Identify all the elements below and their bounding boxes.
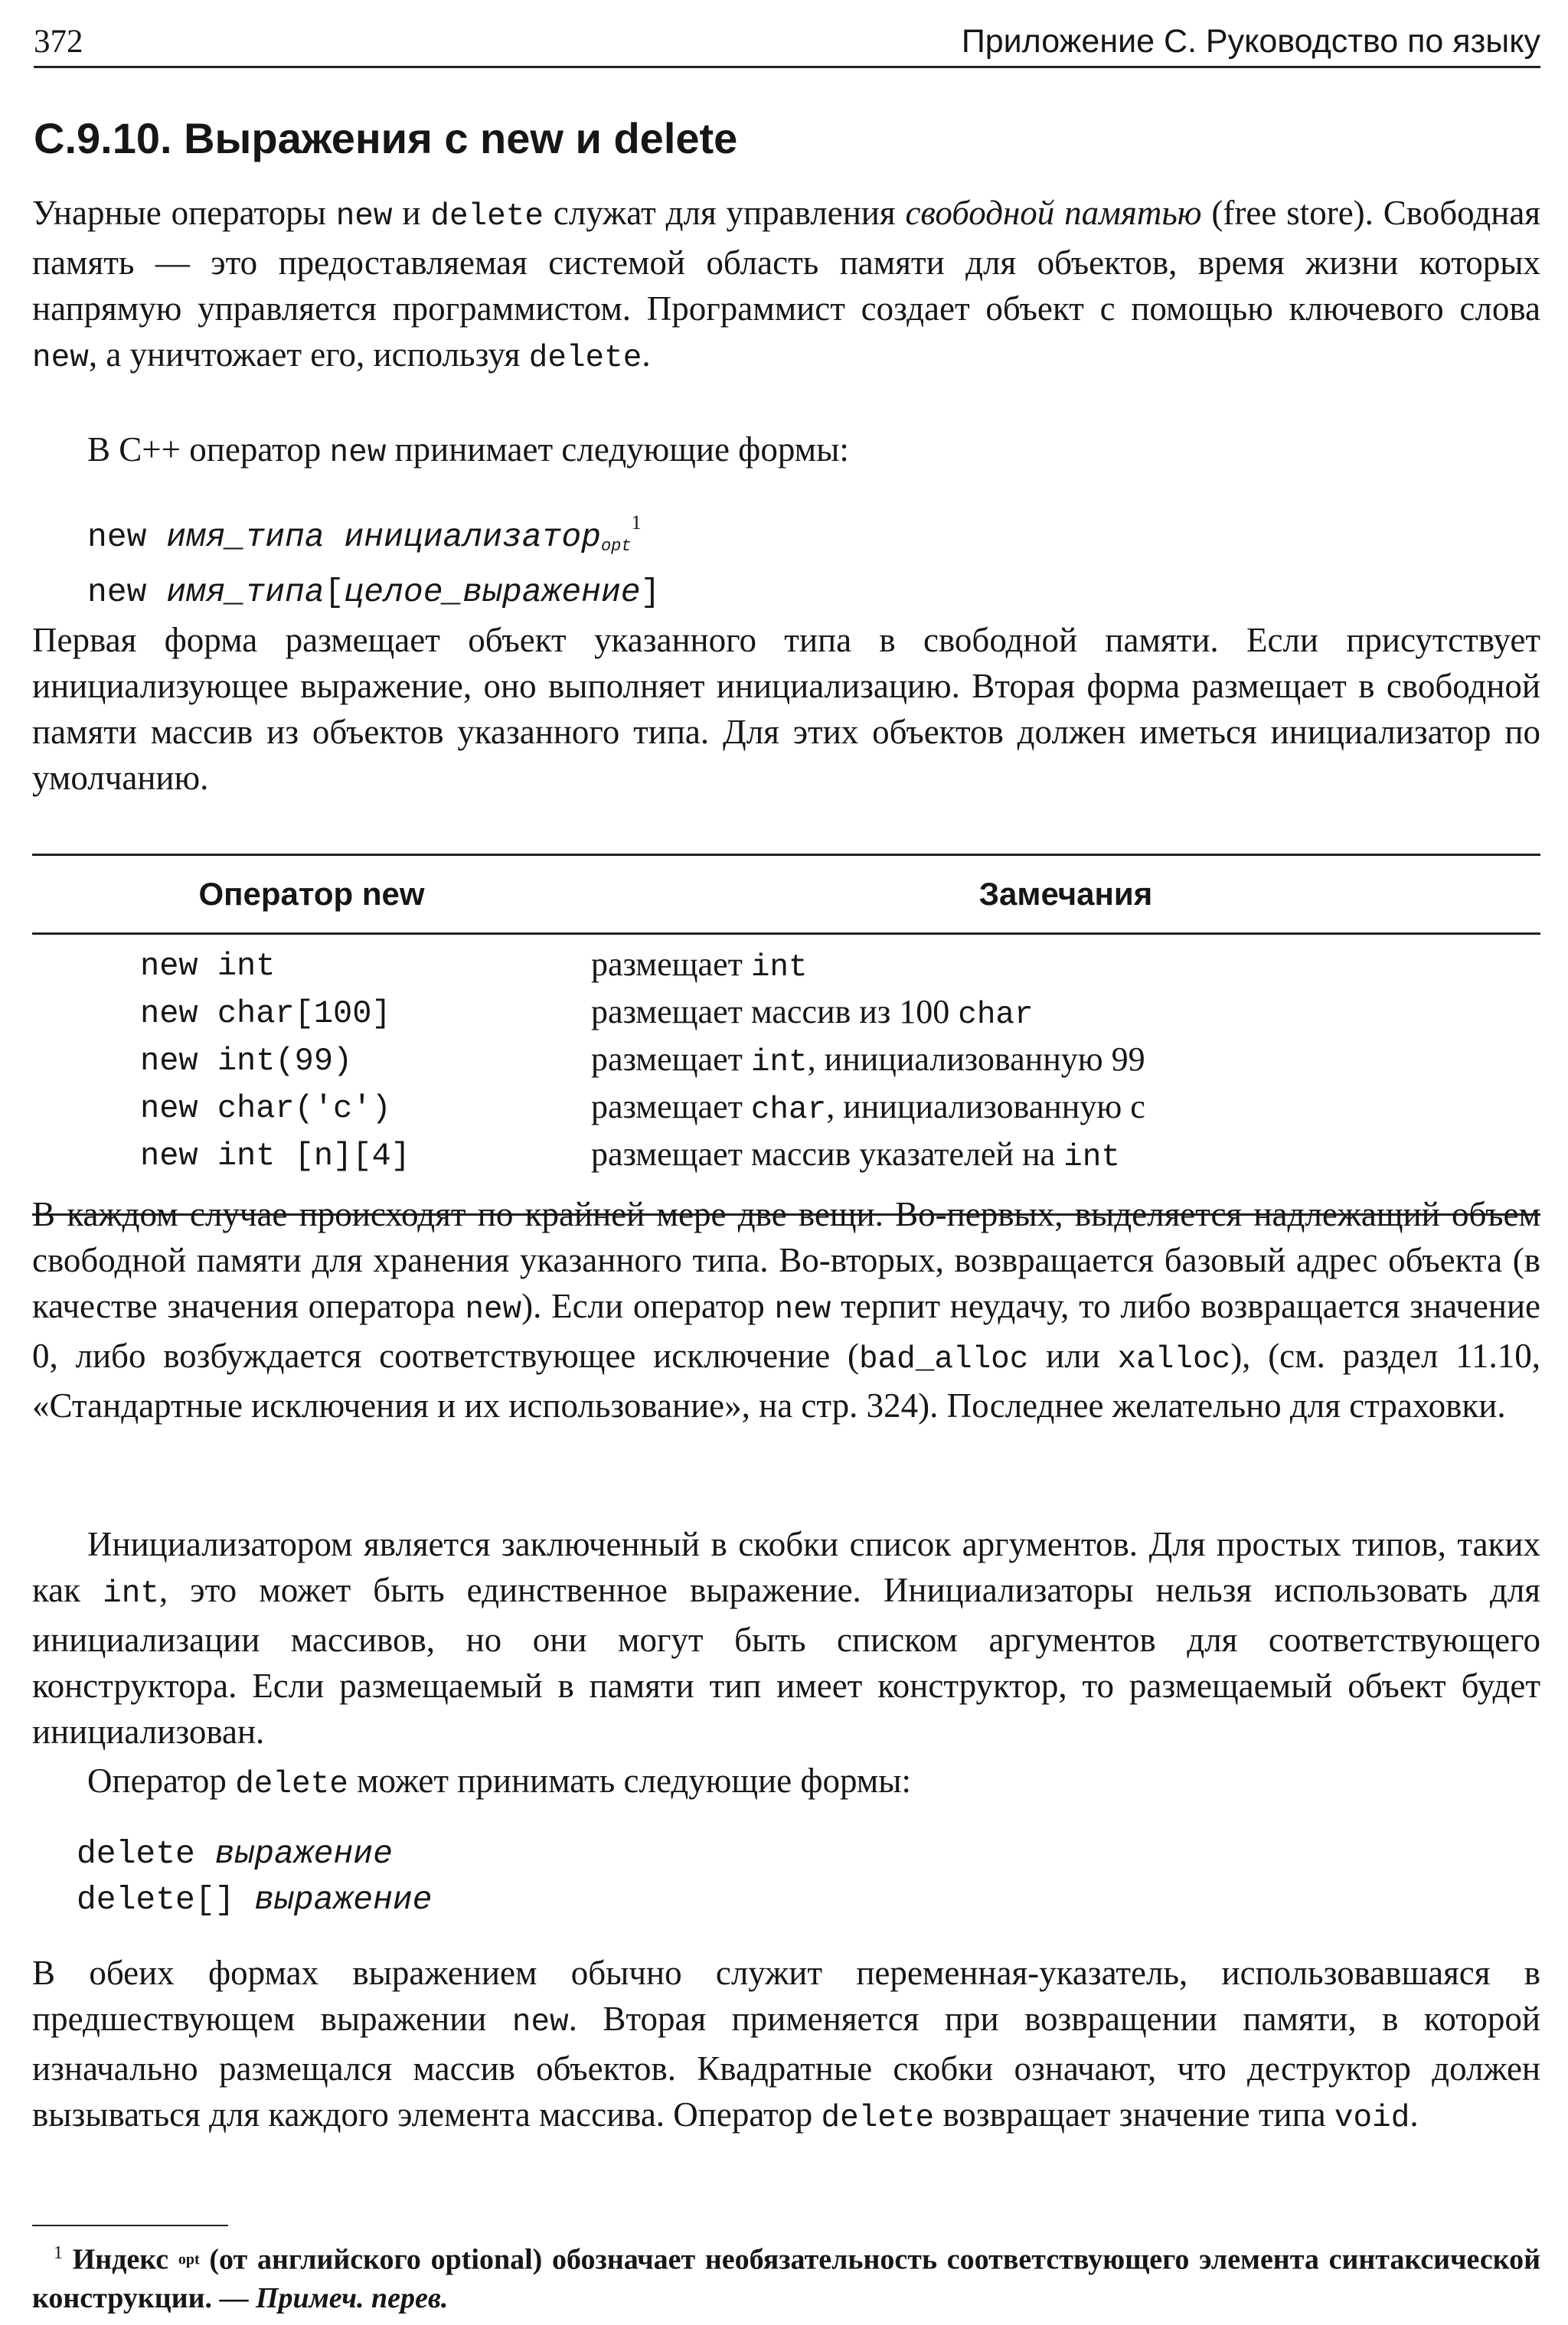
code-keyword: new: [774, 1292, 831, 1327]
paragraph-new-behavior: [32, 1191, 1540, 1429]
code-keyword: int: [750, 950, 808, 985]
code-keyword: int: [750, 1045, 808, 1080]
code-keyword: delete: [430, 199, 544, 234]
keyword: new: [87, 573, 147, 611]
text: возвращает значение типа: [934, 2095, 1334, 2134]
table-cell-note: [591, 1085, 1540, 1132]
keyword: delete: [77, 1835, 195, 1873]
table-cell-code: new int: [140, 947, 276, 985]
new-syntax-line-1: [87, 500, 660, 570]
footnote-mark: 1: [54, 2243, 63, 2263]
code-keyword: char: [958, 998, 1034, 1033]
text: размещает: [591, 1088, 751, 1125]
emphasis: свободной памятью: [905, 194, 1202, 232]
text: .: [1410, 2095, 1419, 2134]
new-syntax-block: [87, 500, 660, 616]
keyword: new: [87, 518, 147, 556]
text: может принимать следующие формы:: [348, 1762, 912, 1800]
text: ), (см. раздел 11.10, «Стандартные исключения и их использование», на стр. 324). Последнее желательно для страховки.: [32, 1337, 1541, 1425]
text: служат для управления: [543, 194, 906, 232]
text: (free store). Свободная память — это предоставляемая системой область памяти для объектов, время жизни которых напрямую управляется программистом. Программист создает объект с помощью ключевого слова: [32, 194, 1540, 328]
table-cell-note: [591, 934, 1540, 991]
code-keyword: new: [511, 2005, 569, 2040]
code-keyword: int: [1063, 1140, 1120, 1175]
code-keyword: char: [750, 1092, 827, 1128]
table-row: [32, 1085, 1540, 1132]
table-cell-note: [591, 990, 1540, 1037]
text: размещает массив из 100: [591, 993, 959, 1030]
table-header-notes: Замечания: [978, 876, 1153, 912]
text: и: [392, 194, 431, 232]
text: В обеих формах выражением обычно служит переменная-указатель, использовавшаяся в предшествующем выражении: [32, 1954, 1540, 2038]
translator-note: Примеч. перев.: [256, 2281, 449, 2314]
text: В каждом случае происходят по крайней мере две вещи. Во-первых, выделяется надлежащий объем свободной памяти для хранения указанного типа. Во-вторых, возвращается базовый адрес объекта (в качестве значения оператора: [32, 1195, 1540, 1325]
text: размещает: [591, 1040, 751, 1078]
code-keyword: bad_alloc: [858, 1342, 1029, 1377]
text: , инициализованную с: [826, 1088, 1145, 1125]
text: размещает: [591, 945, 751, 983]
code-keyword: delete: [528, 341, 642, 376]
page-number: 372: [34, 24, 83, 60]
table-row: [32, 1132, 1540, 1180]
table-cell-code: new int(99): [140, 1042, 353, 1079]
code-keyword: new: [32, 341, 89, 376]
paragraph-new-forms-explained: Первая форма размещает объект указанного типа в свободной памяти. Если присутствует инициализующее выражение, оно выполняет инициализацию. Вторая форма размещает в свободной памяти массив из объектов указанного типа. Для этих объектов должен иметься инициализатор по умолчанию.: [32, 621, 1540, 797]
paragraph-new-forms-intro: [32, 426, 1540, 476]
text: принимает следующие формы:: [386, 430, 849, 469]
table-cell-code: new char[100]: [140, 994, 391, 1032]
keyword: delete[]: [77, 1881, 235, 1918]
footnote-divider: [32, 2225, 228, 2226]
text: (от английского optional) обозначает необязательность соответствующего элемента синтаксической конструкции. —: [32, 2243, 1540, 2314]
delete-syntax-block: [77, 1831, 433, 1923]
text: Инициализатором является заключенный в скобки список аргументов. Для простых типов, таких как: [32, 1525, 1540, 1609]
paragraph-delete-explained: [32, 1950, 1540, 2141]
text: или: [1028, 1337, 1118, 1375]
table-cell-note: [591, 1132, 1540, 1180]
placeholder-expression: выражение: [254, 1881, 433, 1918]
placeholder-initializer: инициализатор: [344, 518, 601, 556]
code-keyword: delete: [235, 1767, 348, 1802]
new-syntax-line-2: [87, 570, 660, 616]
paragraph-initializers: [32, 1521, 1540, 1755]
running-head: [34, 17, 1540, 68]
text: терпит неудачу, то либо возвращается значение 0, либо возбуждается соответствующее исключение (: [32, 1287, 1540, 1375]
optional-subscript: opt: [600, 537, 632, 556]
text: В C++ оператор: [87, 430, 330, 469]
new-operator-table: [32, 854, 1540, 1216]
text: ). Если оператор: [521, 1287, 775, 1325]
delete-syntax-line-2: [77, 1877, 433, 1923]
placeholder-integer-expression: целое_выражение: [344, 573, 641, 611]
code-keyword: delete: [821, 2101, 935, 2136]
placeholder-type-name: имя_типа: [166, 518, 325, 556]
code-keyword: xalloc: [1117, 1342, 1231, 1377]
section-title: С.9.10. Выражения с new и delete: [34, 114, 738, 162]
bracket: [: [324, 573, 345, 611]
code-keyword: new: [465, 1292, 522, 1327]
code-keyword: void: [1334, 2101, 1410, 2136]
table-header-operator: Оператор new: [198, 876, 425, 912]
text: .: [642, 335, 651, 374]
text: Оператор: [87, 1762, 236, 1800]
text: , а уничтожает его, используя: [88, 335, 529, 374]
text: Унарные операторы: [32, 194, 336, 232]
table-row: [32, 934, 1540, 991]
optional-subscript: opt: [178, 2251, 200, 2268]
paragraph-delete-forms-intro: [32, 1758, 1540, 1807]
footnote: [32, 2234, 1540, 2317]
footnote-reference[interactable]: 1: [631, 511, 642, 534]
running-title: Приложение С. Руководство по языку: [961, 23, 1540, 60]
paragraph-intro: [32, 190, 1540, 381]
text: , инициализованную 99: [807, 1040, 1145, 1078]
placeholder-type-name: имя_типа: [166, 573, 325, 611]
table-cell-code: new char('c'): [140, 1089, 391, 1127]
table-row: [32, 1037, 1540, 1085]
code-keyword: new: [329, 436, 387, 471]
code-keyword: new: [335, 199, 393, 234]
text: , это может быть единственное выражение. Инициализаторы нельзя использовать для инициализации массивов, но они могут быть списком аргументов для соответствующего конструктора. Если размещаемый в памяти тип имеет конструктор, то размещаемый объект будет инициализован.: [32, 1571, 1540, 1751]
table-cell-code: new int [n][4]: [140, 1137, 410, 1174]
placeholder-expression: выражение: [214, 1835, 393, 1873]
text: . Вторая применяется при возвращении памяти, в которой изначально размещался массив объектов. Квадратные скобки означают, что деструктор должен вызываться для каждого элемента массива. Оператор: [32, 2000, 1540, 2134]
text: размещает массив указателей на: [591, 1135, 1064, 1173]
bracket: ]: [640, 573, 661, 611]
table-cell-note: [591, 1037, 1540, 1085]
code-keyword: int: [103, 1576, 159, 1611]
text: Индекс: [63, 2243, 178, 2276]
delete-syntax-line-1: [77, 1831, 433, 1877]
table-row: [32, 990, 1540, 1037]
table-header-row: [32, 855, 1540, 934]
